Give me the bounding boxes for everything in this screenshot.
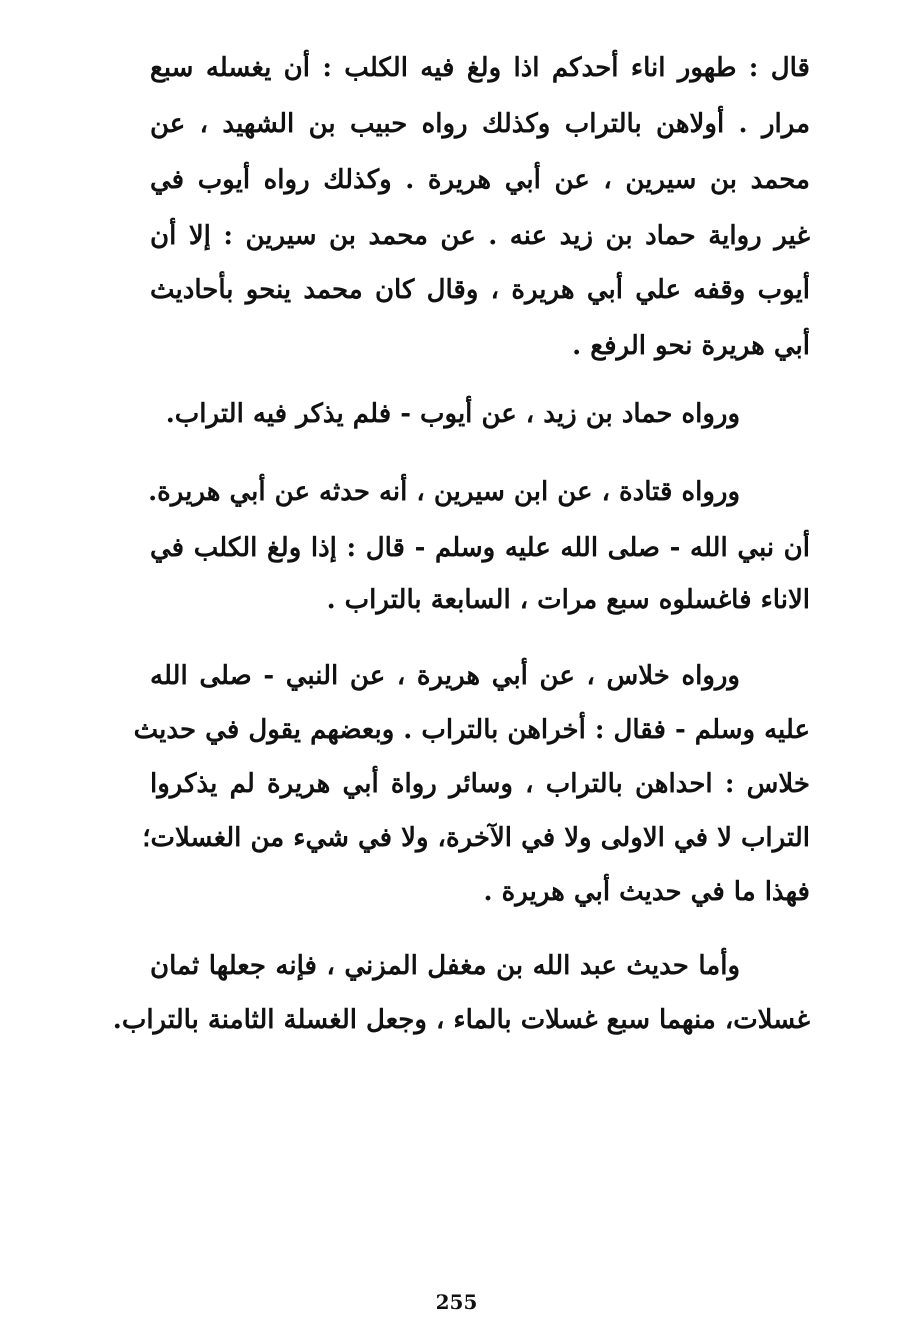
text-line: ورواه خلاس ، عن أبي هريرة ، عن النبي - صلى الله <box>150 661 740 691</box>
text-line: غسلات، منهما سبع غسلات بالماء ، وجعل الغسلة الثامنة بالتراب. <box>112 1005 810 1035</box>
text-line: أبي هريرة نحو الرفع . <box>572 331 810 361</box>
text-line: التراب لا في الاولى ولا في الآخرة، ولا في شيء من الغسلات؛ <box>142 823 810 853</box>
text-line: عليه وسلم - فقال : أخراهن بالتراب . وبعضهم يقول في حديث <box>133 715 810 745</box>
text-line: الاناء فاغسلوه سبع مرات ، السابعة بالتراب . <box>326 585 810 615</box>
text-line: أن نبي الله - صلى الله عليه وسلم - قال : إذا ولغ الكلب في <box>150 533 810 563</box>
text-line: خلاس : احداهن بالتراب ، وسائر رواة أبي هريرة لم يذكروا <box>150 769 810 799</box>
text-line: محمد بن سيرين ، عن أبي هريرة . وكذلك رواه أيوب في <box>150 165 810 195</box>
page-number: 255 <box>435 1290 478 1314</box>
text-line: قال : طهور اناء أحدكم اذا ولغ فيه الكلب : أن يغسله سبع <box>150 53 810 83</box>
text-line: ورواه حماد بن زيد ، عن أيوب - فلم يذكر فيه التراب. <box>165 399 740 429</box>
text-line: غير رواية حماد بن زيد عنه . عن محمد بن سيرين : إلا أن <box>150 221 810 251</box>
text-line: وأما حديث عبد الله بن مغفل المزني ، فإنه جعلها ثمان <box>150 951 740 981</box>
text-line: فهذا ما في حديث أبي هريرة . <box>483 877 810 907</box>
text-line: ورواه قتادة ، عن ابن سيرين ، أنه حدثه عن أبي هريرة. <box>148 477 740 507</box>
text-line: مرار . أولاهن بالتراب وكذلك رواه حبيب بن الشهيد ، عن <box>150 109 810 139</box>
text-line: أيوب وقفه علي أبي هريرة ، وقال كان محمد ينحو بأحاديث <box>150 275 810 305</box>
